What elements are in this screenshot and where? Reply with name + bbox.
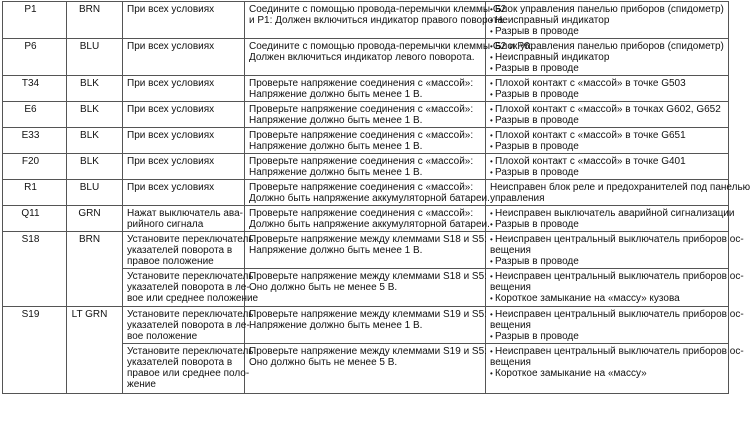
- cell-line: Проверьте напряжение между клеммами S18 и S5:: [249, 271, 487, 282]
- table-row: [3, 154, 729, 180]
- cause-line: • Разрыв в проводе: [490, 89, 724, 100]
- cell-line: Оно должно быть не менее 5 В.: [249, 282, 398, 293]
- possible-cause-cell: [486, 307, 744, 344]
- cell-line: При всех условиях: [127, 182, 215, 193]
- possible-cause-cell: [486, 206, 735, 232]
- condition-cell: [123, 102, 245, 128]
- wire-color-cell: BLK: [67, 154, 123, 180]
- cause-line: • Плохой контакт с «массой» в точке G503: [490, 78, 724, 89]
- test-cell: [245, 180, 490, 206]
- cause-line: • Разрыв в проводе: [490, 63, 724, 74]
- cell-line: При всех условиях: [127, 104, 215, 115]
- test-cell: [245, 76, 486, 102]
- possible-cause-cell: [486, 128, 729, 154]
- cause-line: вещения: [490, 245, 531, 256]
- cell-line: и P1: Должен включиться индикатор правого поворота.: [249, 15, 506, 26]
- table-row: [3, 2, 729, 39]
- cell-line: При всех условиях: [127, 78, 215, 89]
- cause-line: • Плохой контакт с «массой» в точках G602, G652: [490, 104, 724, 115]
- possible-cause-cell: [486, 39, 729, 76]
- table-row: [3, 102, 729, 128]
- test-cell: [245, 307, 486, 344]
- test-cell: [245, 232, 486, 269]
- cell-line: Проверьте напряжение соединения с «массой»:: [249, 78, 474, 89]
- possible-cause-cell: [486, 76, 729, 102]
- cell-line: Должен включиться индикатор левого поворота.: [249, 52, 475, 63]
- cell-line: жение: [127, 379, 156, 390]
- wire-color-cell: BLU: [67, 39, 123, 76]
- condition-cell: [123, 154, 245, 180]
- cell-line: правое положение: [127, 256, 214, 267]
- condition-cell: [123, 2, 245, 39]
- test-cell: [245, 269, 486, 307]
- table-row: [3, 180, 729, 206]
- wire-color-cell: GRN: [67, 206, 123, 232]
- possible-cause-cell: [486, 180, 750, 206]
- cell-line: Установите переключатель: [127, 309, 254, 320]
- condition-cell: [123, 128, 245, 154]
- cell-line: Проверьте напряжение соединения с «массой»:: [249, 208, 474, 219]
- cause-line: • Короткое замыкание на «массу»: [490, 368, 724, 379]
- terminal-cell: F20: [3, 154, 67, 180]
- terminal-cell: S19: [3, 307, 67, 394]
- cause-line: • Разрыв в проводе: [490, 167, 724, 178]
- test-cell: [245, 154, 486, 180]
- cell-line: Напряжение должно быть менее 1 В.: [249, 115, 423, 126]
- cell-line: указателей поворота в: [127, 245, 233, 256]
- cause-line: • Блок управления панелью приборов (спидометр): [490, 4, 724, 15]
- cause-line: • Неисправен центральный выключатель приборов ос-: [490, 346, 724, 357]
- possible-cause-cell: [486, 344, 744, 394]
- cell-line: Установите переключатель: [127, 271, 254, 282]
- test-cell: [245, 206, 490, 232]
- cell-line: Проверьте напряжение соединения с «массой»:: [249, 156, 474, 167]
- table-row: [3, 232, 729, 269]
- cell-line: вое положение: [127, 331, 198, 342]
- wire-color-cell: BLK: [67, 128, 123, 154]
- cause-line: • Разрыв в проводе: [490, 141, 724, 152]
- cell-line: Оно должно быть не менее 5 В.: [249, 357, 398, 368]
- condition-cell: [123, 76, 245, 102]
- cause-line: • Неисправен центральный выключатель приборов ос-: [490, 234, 724, 245]
- wire-color-cell: BLK: [67, 102, 123, 128]
- cell-line: Установите переключатель: [127, 346, 254, 357]
- cause-line: • Неисправен выключатель аварийной сигнализации: [490, 208, 724, 219]
- table-row: [3, 206, 729, 232]
- cell-line: Должно быть напряжение аккумуляторной батареи.: [249, 219, 490, 230]
- cell-line: При всех условиях: [127, 156, 215, 167]
- table-row: [3, 76, 729, 102]
- cause-line: • Разрыв в проводе: [490, 26, 724, 37]
- cell-line: Напряжение должно быть менее 1 В.: [249, 245, 423, 256]
- wire-color-cell: BLU: [67, 180, 123, 206]
- cause-line: • Плохой контакт с «массой» в точке G651: [490, 130, 724, 141]
- cell-line: указателей поворота в ле-: [127, 320, 250, 331]
- cause-line: вещения: [490, 357, 531, 368]
- cell-line: Напряжение должно быть менее 1 В.: [249, 167, 423, 178]
- cell-line: Установите переключатель: [127, 234, 254, 245]
- condition-cell: [123, 180, 245, 206]
- cell-line: Проверьте напряжение между клеммами S18 и S5:: [249, 234, 487, 245]
- cause-line: • Неисправный индикатор: [490, 52, 724, 63]
- cause-line: • Неисправен центральный выключатель приборов ос-: [490, 309, 724, 320]
- terminal-cell: E6: [3, 102, 67, 128]
- possible-cause-cell: [486, 102, 729, 128]
- cause-line: • Блок управления панелью приборов (спидометр): [490, 41, 724, 52]
- possible-cause-cell: [486, 2, 729, 39]
- cell-line: Напряжение должно быть менее 1 В.: [249, 141, 423, 152]
- test-cell: [245, 344, 486, 394]
- cause-line: вещения: [490, 320, 531, 331]
- cell-line: Проверьте напряжение соединения с «массой»:: [249, 182, 474, 193]
- cell-line: рийного сигнала: [127, 219, 204, 230]
- cause-line: • Разрыв в проводе: [490, 331, 724, 342]
- cell-line: Проверьте напряжение соединения с «массой»:: [249, 104, 474, 115]
- possible-cause-cell: [486, 269, 744, 307]
- condition-cell: [123, 307, 254, 344]
- cell-line: правое или среднее поло-: [127, 368, 250, 379]
- terminal-cell: E33: [3, 128, 67, 154]
- cause-line: вещения: [490, 282, 531, 293]
- cell-line: Соедините с помощью провода-перемычки клеммы G2 и P6:: [249, 41, 533, 52]
- diagnostic-table: [2, 1, 750, 394]
- cell-line: Проверьте напряжение между клеммами S19 и S5:: [249, 309, 487, 320]
- cell-line: указателей поворота в ле-: [127, 282, 250, 293]
- cell-line: Соедините с помощью провода-перемычки клеммы G2: [249, 4, 507, 15]
- cell-line: вое или среднее положение: [127, 293, 259, 304]
- cell-line: При всех условиях: [127, 130, 215, 141]
- terminal-cell: R1: [3, 180, 67, 206]
- cause-line: • Неисправный индикатор: [490, 15, 724, 26]
- condition-cell: [123, 206, 245, 232]
- terminal-cell: S18: [3, 232, 67, 307]
- wire-color-cell: BLK: [67, 76, 123, 102]
- cause-line: • Разрыв в проводе: [490, 115, 724, 126]
- cause-line: • Короткое замыкание на «массу» кузова: [490, 293, 724, 304]
- cell-line: Нажат выключатель ава-: [127, 208, 244, 219]
- table-row: [3, 39, 729, 76]
- cell-line: управления: [490, 193, 545, 204]
- cause-line: • Плохой контакт с «массой» в точке G401: [490, 156, 724, 167]
- test-cell: [245, 2, 507, 39]
- cause-line: • Разрыв в проводе: [490, 256, 724, 267]
- possible-cause-cell: [486, 232, 744, 269]
- table-row: [3, 128, 729, 154]
- cell-line: Должно быть напряжение аккумуляторной батареи.: [249, 193, 490, 204]
- cell-line: Напряжение должно быть менее 1 В.: [249, 89, 423, 100]
- cause-line: • Неисправен центральный выключатель приборов ос-: [490, 271, 724, 282]
- test-cell: [245, 39, 533, 76]
- condition-cell: [123, 269, 259, 307]
- possible-cause-cell: [486, 154, 729, 180]
- cell-line: Напряжение должно быть менее 1 В.: [249, 320, 423, 331]
- terminal-cell: P6: [3, 39, 67, 76]
- cell-line: Неисправен блок реле и предохранителей под панелью: [490, 182, 750, 193]
- table-body: [3, 2, 750, 394]
- terminal-cell: T34: [3, 76, 67, 102]
- table-row: [3, 307, 729, 344]
- wire-color-cell: BRN: [67, 2, 123, 39]
- cell-line: При всех условиях: [127, 41, 215, 52]
- cell-line: Проверьте напряжение между клеммами S19 и S5:: [249, 346, 487, 357]
- cause-line: • Разрыв в проводе: [490, 219, 724, 230]
- cell-line: указателей поворота в: [127, 357, 233, 368]
- terminal-cell: P1: [3, 2, 67, 39]
- condition-cell: [123, 344, 254, 394]
- terminal-cell: Q11: [3, 206, 67, 232]
- wire-color-cell: BRN: [67, 232, 123, 307]
- test-cell: [245, 128, 486, 154]
- condition-cell: [123, 232, 254, 269]
- test-cell: [245, 102, 486, 128]
- cell-line: При всех условиях: [127, 4, 215, 15]
- cell-line: Проверьте напряжение соединения с «массой»:: [249, 130, 474, 141]
- wire-color-cell: LT GRN: [67, 307, 123, 394]
- condition-cell: [123, 39, 245, 76]
